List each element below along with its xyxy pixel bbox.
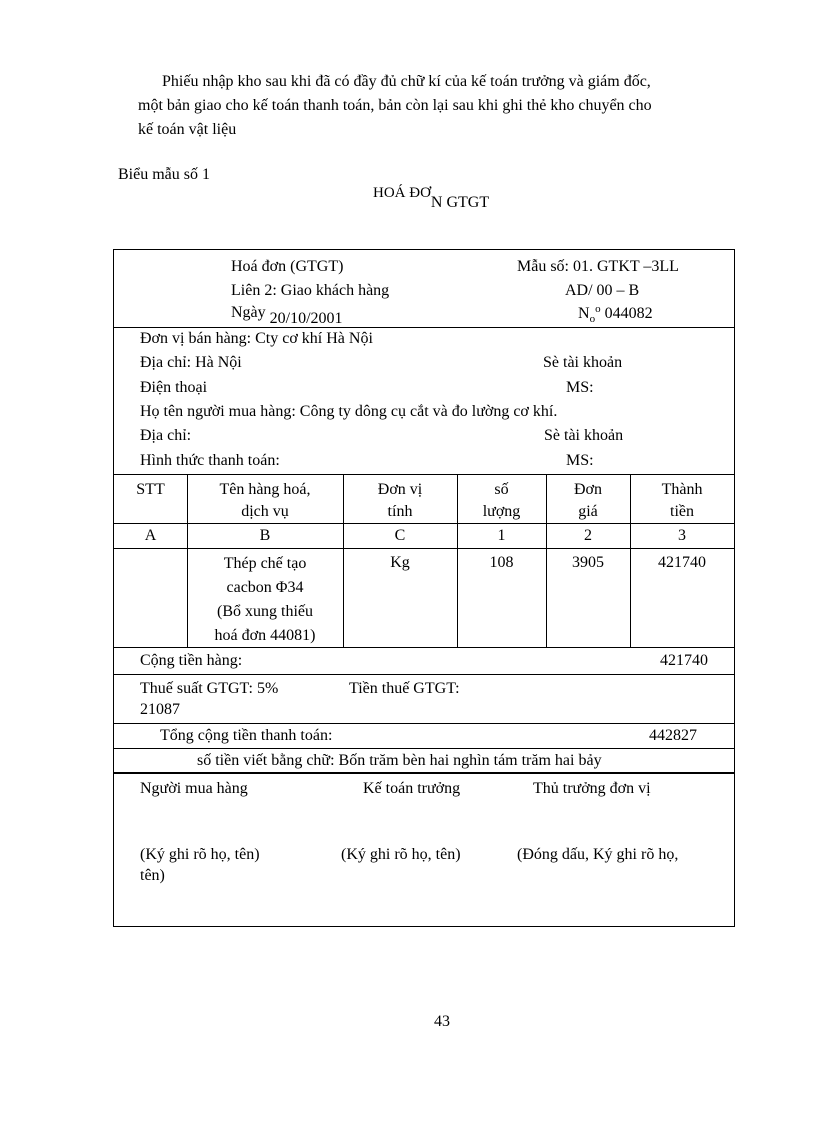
signature-buyer-note-cont: tên) [140,867,165,884]
buyer-ms: MS: [566,452,594,469]
col-code-c: C [394,527,406,544]
col-header-qty: số lượng [482,481,521,520]
invoice-date [231,302,343,327]
form-label: Biểu mẫu số 1 [118,166,210,183]
col-code-2: 2 [584,527,592,544]
seller-phone: Điện thoại [140,379,208,396]
seller-address: Địa chỉ: Hà Nội [140,354,242,371]
buyer-name: Họ tên người mua hàng: Công ty dông cụ cắt và đo lường cơ khí. [140,403,558,420]
seller-account: Sè tài khoản [543,354,623,371]
date-label: Ngày [231,304,266,321]
document-title-part2: N GTGT [430,194,490,211]
col-code-b: B [259,527,271,544]
row-price: 3905 [572,554,604,571]
page-number: 43 [434,1013,450,1030]
invoice-series: AD/ 00 – B [565,282,640,299]
payment-method: Hình thức thanh toán: [140,452,280,469]
invoice-copy: Liên 2: Giao khách hàng [231,282,390,299]
col-header-name: Tên hàng hoá, dịch vụ [219,481,311,520]
document-title-part1: HOÁ ĐƠ [373,185,431,201]
col-code-3: 3 [678,527,686,544]
number-prefix: N [578,305,590,322]
number-sup: o [595,303,601,315]
signature-accountant-note: (Ký ghi rõ họ, tên) [341,846,461,863]
col-code-a: A [144,527,157,544]
form-number: Mẫu số: 01. GTKT –3LL [517,258,679,275]
intro-line-3: kế toán vật liệu [138,121,237,138]
col-header-amount: Thành tiền [661,481,703,520]
date-value: 20/10/2001 [269,310,343,327]
number-sub: o [589,313,596,325]
signature-buyer-title: Người mua hàng [140,780,248,797]
goods-total-label: Cộng tiền hàng: [140,652,243,669]
signature-accountant-title: Kế toán trưởng [363,780,461,797]
vat-rate: Thuế suất GTGT: 5% [140,680,279,697]
grand-total-label: Tổng cộng tiền thanh toán: [160,727,333,744]
row-amount: 421740 [658,554,706,571]
amount-in-words: số tiền viết bằng chữ: Bốn trăm bèn hai nghìn tám trăm hai bảy [197,752,602,769]
buyer-account: Sè tài khoản [544,427,624,444]
row-qty: 108 [489,554,514,571]
col-header-price: Đơn giá [573,481,602,520]
seller-name: Đơn vị bán hàng: Cty cơ khí Hà Nội [140,330,373,347]
col-header-stt: STT [136,481,165,498]
intro-line-2: một bản giao cho kế toán thanh toán, bản còn lại sau khi ghi thẻ kho chuyển cho [138,97,652,114]
invoice-type: Hoá đơn (GTGT) [231,258,344,275]
buyer-address: Địa chỉ: [140,427,192,444]
grand-total-value: 442827 [649,727,697,744]
document-title [373,185,490,211]
signature-head-note: (Đóng dấu, Ký ghi rõ họ, [517,846,679,863]
col-code-1: 1 [497,527,506,544]
signature-head-title: Thủ trưởng đơn vị [533,780,651,797]
seller-ms: MS: [566,379,594,396]
signature-buyer-note: (Ký ghi rõ họ, tên) [140,846,260,863]
row-unit: Kg [390,554,410,571]
intro-line-1: Phiếu nhập kho sau khi đã có đầy đủ chữ kí của kế toán trưởng và giám đốc, [162,73,651,90]
goods-total-value: 421740 [660,652,708,669]
number-value: 044082 [604,305,653,322]
vat-amount-label: Tiền thuế GTGT: [349,680,460,697]
invoice-form [113,249,735,927]
invoice-number [578,303,653,326]
row-item-name: Thép chế tạo cacbon Φ34 (Bổ xung thiếu hoá đơn 44081) [214,555,316,644]
col-header-unit: Đơn vị tính [377,481,423,520]
vat-amount-value: 21087 [140,701,180,718]
